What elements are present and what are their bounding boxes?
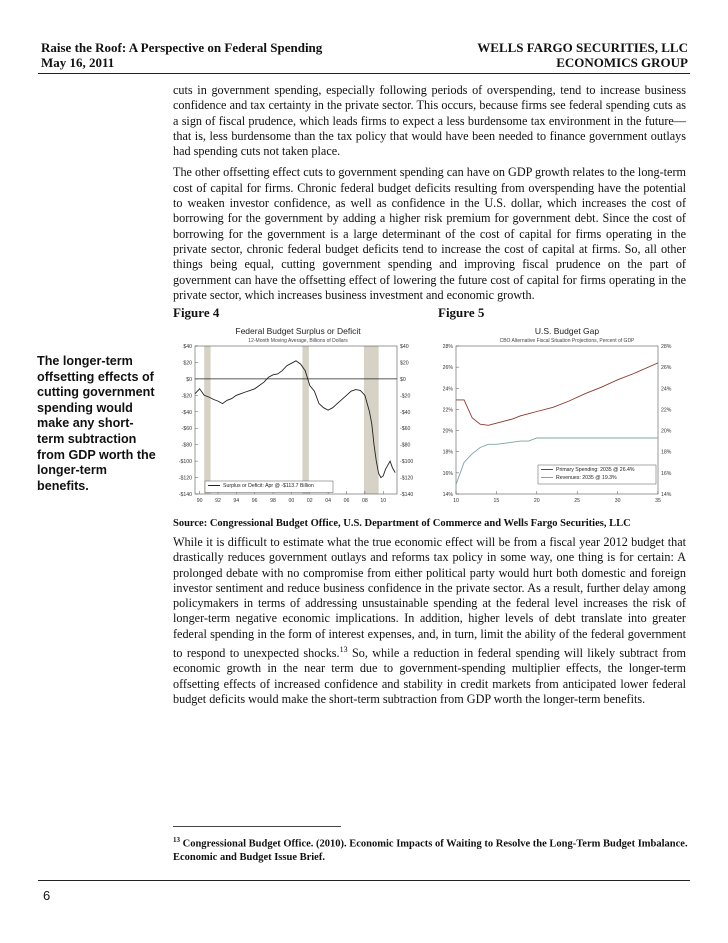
x-tick-label: 30 <box>614 498 621 504</box>
y-tick-label-right: $20 <box>400 360 409 367</box>
footnote <box>173 834 688 865</box>
figure-5-label: Figure 5 <box>438 305 485 320</box>
y-tick-label-right: -$60 <box>400 426 411 433</box>
header-rule <box>38 73 690 74</box>
y-tick-label-right: 22% <box>661 407 672 414</box>
legend <box>538 465 656 484</box>
paragraph-1: cuts in government spending, especially following periods of overspending, tend to increase business confidence and tax certainty in the private sector. This occurs, because firms see federal spending cuts as a sign of fiscal prudence, which leads firms to expect a less burdensome tax environment in the future—that is, less burdensome than the tax policy that would have been needed to finance government outlays had spending cuts not taken place. <box>173 83 686 159</box>
page-number: 6 <box>43 888 51 903</box>
legend-entry: Surplus or Deficit: Apr @ -$113.7 Billion <box>223 483 314 489</box>
y-tick-label-right: $0 <box>400 376 406 383</box>
x-tick-label: 25 <box>574 498 581 504</box>
y-tick-label-left: -$140 <box>178 492 192 498</box>
footnote-ref: 13 <box>339 645 348 655</box>
figure-5-chart <box>426 324 688 510</box>
report-header-left <box>41 40 322 70</box>
body-top <box>173 83 686 309</box>
footnote-text: Congressional Budget Office. (2010). Economic Impacts of Waiting to Resolve the Long-Term Budget Imbalance. Economic and Budget Issue Brief. <box>173 838 688 863</box>
y-tick-label-right: -$140 <box>400 492 414 498</box>
org-name: WELLS FARGO SECURITIES, LLC <box>477 40 688 55</box>
y-tick-label-left: 22% <box>442 407 453 414</box>
x-tick-label: 35 <box>655 498 661 504</box>
x-tick-label: 15 <box>493 498 500 504</box>
y-tick-label-right: 14% <box>661 492 672 498</box>
x-tick-label: 08 <box>361 498 368 504</box>
y-tick-label-left: -$100 <box>178 459 192 466</box>
y-tick-label-right: 24% <box>661 386 672 393</box>
x-tick-label: 90 <box>196 498 203 504</box>
y-tick-label-right: 28% <box>661 344 672 350</box>
footer-rule <box>38 880 690 881</box>
y-tick-label-right: -$40 <box>400 409 411 416</box>
y-tick-label-right: -$120 <box>400 475 414 482</box>
body-bottom <box>173 535 686 707</box>
y-tick-label-left: 20% <box>442 428 453 435</box>
y-tick-label-right: 16% <box>661 470 672 477</box>
x-tick-label: 96 <box>251 498 258 504</box>
report-title: Raise the Roof: A Perspective on Federal Spending <box>41 40 323 55</box>
x-tick-label: 10 <box>453 498 459 504</box>
x-tick-label: 94 <box>233 498 240 504</box>
footnote-number: 13 <box>173 836 180 844</box>
y-tick-label-left: -$20 <box>181 393 192 400</box>
y-tick-label-right: 26% <box>661 365 672 372</box>
footnote-rule <box>173 826 341 827</box>
legend <box>205 481 333 493</box>
recession-bar <box>204 346 210 494</box>
y-tick-label-right: $40 <box>400 344 409 350</box>
x-tick-label: 10 <box>380 498 387 504</box>
y-tick-label-left: $40 <box>183 344 192 350</box>
y-tick-label-left: 24% <box>442 386 453 393</box>
y-tick-label-left: 18% <box>442 449 453 456</box>
y-tick-label-right: 20% <box>661 428 672 435</box>
paragraph-3-end: So, while a reduction in federal spending will likely subtract from economic growth in the near term due to government-spending multiplier effects, the longer-term offsetting effects of increased confidence and stability in credit markets from anticipated lower federal budget deficits would make the short-term subtraction from GDP worth the longer-term benefits. <box>173 646 687 707</box>
y-tick-label-left: 26% <box>442 365 453 372</box>
y-tick-label-left: $20 <box>183 360 192 367</box>
y-tick-label-left: -$120 <box>178 475 192 482</box>
report-header-right <box>477 40 688 70</box>
legend-entry: Revenues: 2035 @ 19.3% <box>556 475 617 481</box>
x-tick-label: 04 <box>325 498 332 504</box>
x-tick-label: 20 <box>533 498 540 504</box>
x-tick-label: 92 <box>215 498 221 504</box>
figure-4-label: Figure 4 <box>173 305 220 320</box>
y-tick-label-left: $0 <box>186 376 192 383</box>
y-tick-label-left: 16% <box>442 470 453 477</box>
report-date: May 16, 2011 <box>41 55 115 70</box>
y-tick-label-left: 28% <box>442 344 453 350</box>
paragraph-2: The other offsetting effect cuts to government spending can have on GDP growth relates to the long-term cost of capital for firms. Chronic federal budget deficits resulting from overspending have the potential to weaken investor confidence, as well as confidence in the U.S. dollar, which increases the cost of borrowing for the government by adding a higher risk premium for government debt. Since the cost of borrowing for the government is a large determinant of the cost of capital for firms operating in the private sector, chronic federal budget deficits tend to increase the cost of capital at firms. So, all other things being equal, cutting government spending and improving fiscal prudence on the part of government can have the offsetting effect of lowering the future cost of capital for firms operating in the private sector, which increases business investment and economic growth. <box>173 165 686 302</box>
legend-entry: Primary Spending: 2035 @ 26.4% <box>556 467 635 473</box>
x-tick-label: 98 <box>270 498 276 504</box>
y-tick-label-left: 14% <box>442 492 453 498</box>
x-tick-label: 02 <box>306 498 313 504</box>
y-tick-label-left: -$60 <box>181 426 192 433</box>
series-line-1 <box>456 363 658 425</box>
x-tick-label: 06 <box>343 498 350 504</box>
y-tick-label-right: -$80 <box>400 442 411 449</box>
chart-subtitle: CBO Alternative Fiscal Situation Projections, Percent of GDP <box>499 338 635 344</box>
chart-subtitle: 12-Month Moving Average, Billions of Dollars <box>248 338 348 344</box>
figure-source: Source: Congressional Budget Office, U.S. Department of Commerce and Wells Fargo Securities, LLC <box>173 518 631 529</box>
y-tick-label-right: -$20 <box>400 393 411 400</box>
y-tick-label-left: -$40 <box>181 409 192 416</box>
paragraph-3: While it is difficult to estimate what the true economic effect will be from a fiscal year 2012 budget that drastically reduces government outlays and reforms tax policy in some way, one thing is for certain: A prolonged debate with no compromise from either political party would hurt both domestic and foreign investor sentiment and reduce business confidence in the private sector. As a result, further delay among policymakers in terms of addressing unsustainable spending at the federal level increases the risk of longer-term negative economic implications. In addition, higher levels of debt translate into greater federal spending in the form of interest expenses, and, in turn, limit the ability of the federal government to respond to unexpected shocks. <box>173 535 686 661</box>
chart-title: Federal Budget Surplus or Deficit <box>235 326 361 336</box>
x-tick-label: 00 <box>288 498 295 504</box>
figure-4-chart <box>165 324 427 510</box>
chart-title: U.S. Budget Gap <box>534 326 600 336</box>
y-tick-label-right: -$100 <box>400 459 414 466</box>
sidebar-note: The longer-term offsetting effects of cutting government spending would make any short-term subtraction from GDP worth the longer-term benefits. <box>37 354 156 493</box>
group-name: ECONOMICS GROUP <box>556 55 688 70</box>
y-tick-label-left: -$80 <box>181 442 192 449</box>
y-tick-label-right: 18% <box>661 449 672 456</box>
